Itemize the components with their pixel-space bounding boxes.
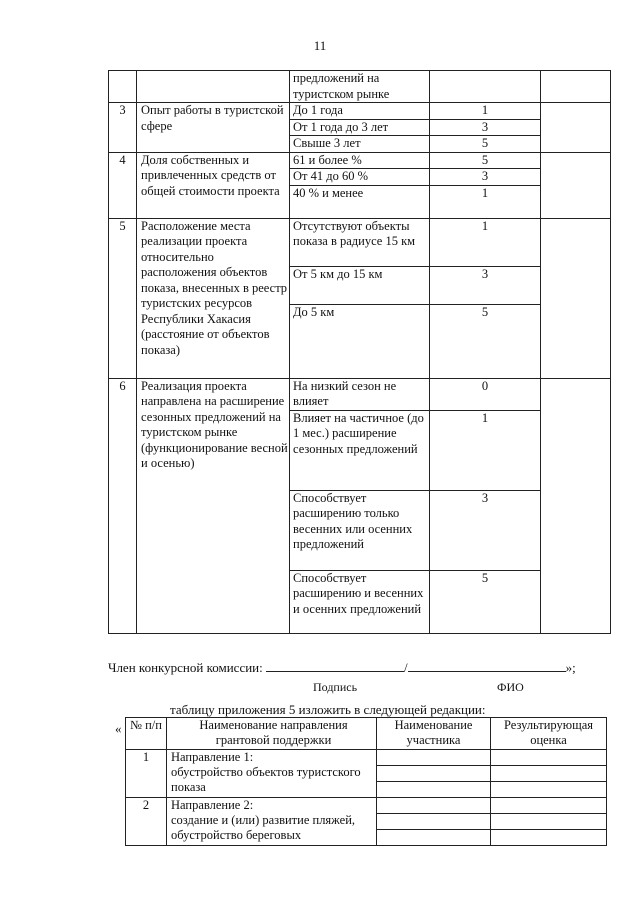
header-num: № п/п xyxy=(126,718,167,750)
option-score: 5 xyxy=(430,136,541,153)
option-score: 3 xyxy=(430,169,541,186)
header-direction: Наименование направления грантовой поддержки xyxy=(167,718,377,750)
option-score: 5 xyxy=(430,304,541,378)
participant-cell xyxy=(377,750,491,798)
caption-name: ФИО xyxy=(497,680,524,694)
table-row xyxy=(109,218,611,266)
option-text: 61 и более % xyxy=(290,152,430,169)
option-score: 3 xyxy=(430,266,541,304)
page-number: 11 xyxy=(313,38,327,53)
direction-cell xyxy=(167,750,377,798)
table-row xyxy=(126,750,607,798)
signature-separator: / xyxy=(404,660,408,675)
participant-cell xyxy=(377,798,491,846)
evaluation-cell xyxy=(491,798,607,846)
table-row xyxy=(109,378,611,410)
option-score: 5 xyxy=(430,570,541,633)
criterion-name: Реализация проекта направлена на расширение сезонных предложений на туристском рынке (функционирование весной и осенью) xyxy=(137,378,290,633)
criterion-number: 6 xyxy=(109,378,137,633)
signature-blank[interactable] xyxy=(266,660,404,672)
option-text: Свыше 3 лет xyxy=(290,136,430,153)
criterion-name: Расположение места реализации проекта относительно расположения объектов показа, внесенных в реестр туристских ресурсов Республики Хакасия (расстояние от объектов показа) xyxy=(137,218,290,378)
direction-title: Направление 1: xyxy=(171,750,254,764)
option-text: От 1 года до 3 лет xyxy=(290,119,430,136)
row-number: 2 xyxy=(126,798,167,846)
header-participant: Наименование участника xyxy=(377,718,491,750)
option-score: 3 xyxy=(430,490,541,570)
option-score: 1 xyxy=(430,218,541,266)
result-cell xyxy=(541,152,611,218)
option-score: 0 xyxy=(430,378,541,410)
direction-cell xyxy=(167,798,377,846)
table-row xyxy=(109,103,611,120)
result-cell xyxy=(541,378,611,633)
criterion-name: Доля собственных и привлеченных средств от общей стоимости проекта xyxy=(137,152,290,218)
option-text: До 1 года xyxy=(290,103,430,120)
result-cell xyxy=(541,103,611,153)
signature-line xyxy=(108,660,608,676)
option-score: 1 xyxy=(430,185,541,218)
option-score: 1 xyxy=(430,103,541,120)
option-text: От 41 до 60 % xyxy=(290,169,430,186)
intro-text: таблицу приложения 5 изложить в следующей редакции: xyxy=(170,702,486,717)
row-number: 1 xyxy=(126,750,167,798)
option-text: До 5 км xyxy=(290,304,430,378)
criterion-number: 3 xyxy=(109,103,137,153)
signature-end: »; xyxy=(565,660,576,675)
signature-label: Член конкурсной комиссии: xyxy=(108,660,263,675)
evaluation-cell xyxy=(491,750,607,798)
table-header-row xyxy=(126,718,607,750)
criterion-number: 4 xyxy=(109,152,137,218)
option-text: Влияет на частичное (до 1 мес.) расширение сезонных предложений xyxy=(290,410,430,490)
open-quote: « xyxy=(115,721,122,736)
header-evaluation: Результирующая оценка xyxy=(491,718,607,750)
option-score: 1 xyxy=(430,410,541,490)
table-row xyxy=(109,152,611,169)
direction-title: Направление 2: xyxy=(171,798,254,812)
option-score: 3 xyxy=(430,119,541,136)
result-cell xyxy=(541,218,611,378)
name-blank[interactable] xyxy=(408,660,566,672)
criterion-number: 5 xyxy=(109,218,137,378)
direction-text: создание и (или) развитие пляжей, обустройство береговых xyxy=(171,813,356,842)
option-text: Способствует расширению только весенних или осенних предложений xyxy=(290,490,430,570)
option-text: Способствует расширению и весенних и осенних предложений xyxy=(290,570,430,633)
direction-text: обустройство объектов туристского показа xyxy=(171,765,361,794)
option-text: 40 % и менее xyxy=(290,185,430,218)
option-text: предложений на туристском рынке xyxy=(290,71,430,103)
table-row xyxy=(109,71,611,103)
option-score: 5 xyxy=(430,152,541,169)
caption-signature: Подпись xyxy=(313,680,358,694)
grant-table xyxy=(125,717,607,846)
option-text: От 5 км до 15 км xyxy=(290,266,430,304)
option-text: На низкий сезон не влияет xyxy=(290,378,430,410)
criterion-name: Опыт работы в туристской сфере xyxy=(137,103,290,153)
table-row xyxy=(126,798,607,846)
criteria-table xyxy=(108,70,611,634)
option-text: Отсутствуют объекты показа в радиусе 15 км xyxy=(290,218,430,266)
